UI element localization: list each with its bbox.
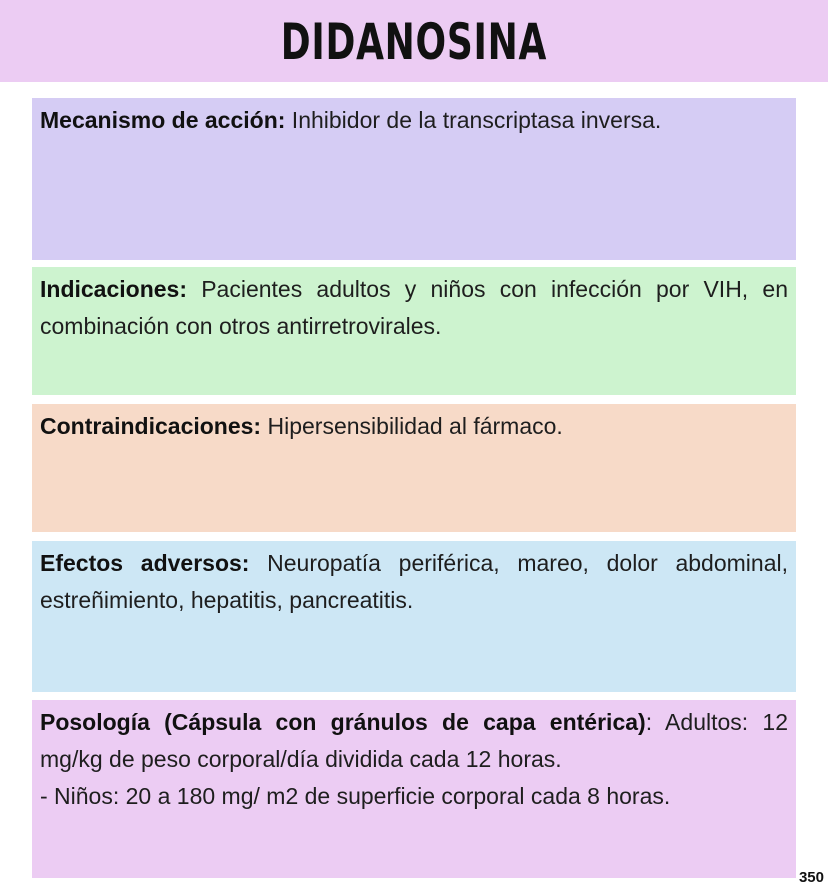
mecanismo-de-accion-section — [32, 98, 796, 260]
indicaciones-text: Pacientes adultos y niños con infección por VIH, en combinación con otros antirretrovirales. — [40, 276, 788, 339]
posologia-section — [32, 700, 796, 878]
contraindicaciones-text: Hipersensibilidad al fármaco. — [261, 413, 563, 439]
contraindicaciones-section — [32, 404, 796, 532]
efectos-text: Neuropatía periférica, mareo, dolor abdominal, estreñimiento, hepatitis, pancreatitis. — [40, 550, 788, 613]
posologia-label: Posología (Cápsula con gránulos de capa entérica) — [40, 709, 646, 735]
efectos-adversos-section — [32, 541, 796, 692]
efectos-label: Efectos adversos: — [40, 550, 250, 576]
title-banner — [0, 0, 828, 82]
page-number: 350 — [798, 869, 824, 886]
indicaciones-label: Indicaciones: — [40, 276, 187, 302]
mecanismo-label: Mecanismo de acción: — [40, 107, 286, 133]
page-title: DIDANOSINA — [280, 13, 548, 71]
mecanismo-text: Inhibidor de la transcriptasa inversa. — [285, 107, 662, 133]
posologia-ninos-text: - Niños: 20 a 180 mg/ m2 de superficie corporal cada 8 horas. — [40, 783, 671, 809]
posologia-text: : Adultos: 12 mg/kg de peso corporal/día dividida cada 12 horas. — [40, 709, 788, 772]
indicaciones-section — [32, 267, 796, 395]
contraindicaciones-label: Contraindicaciones: — [40, 413, 262, 439]
